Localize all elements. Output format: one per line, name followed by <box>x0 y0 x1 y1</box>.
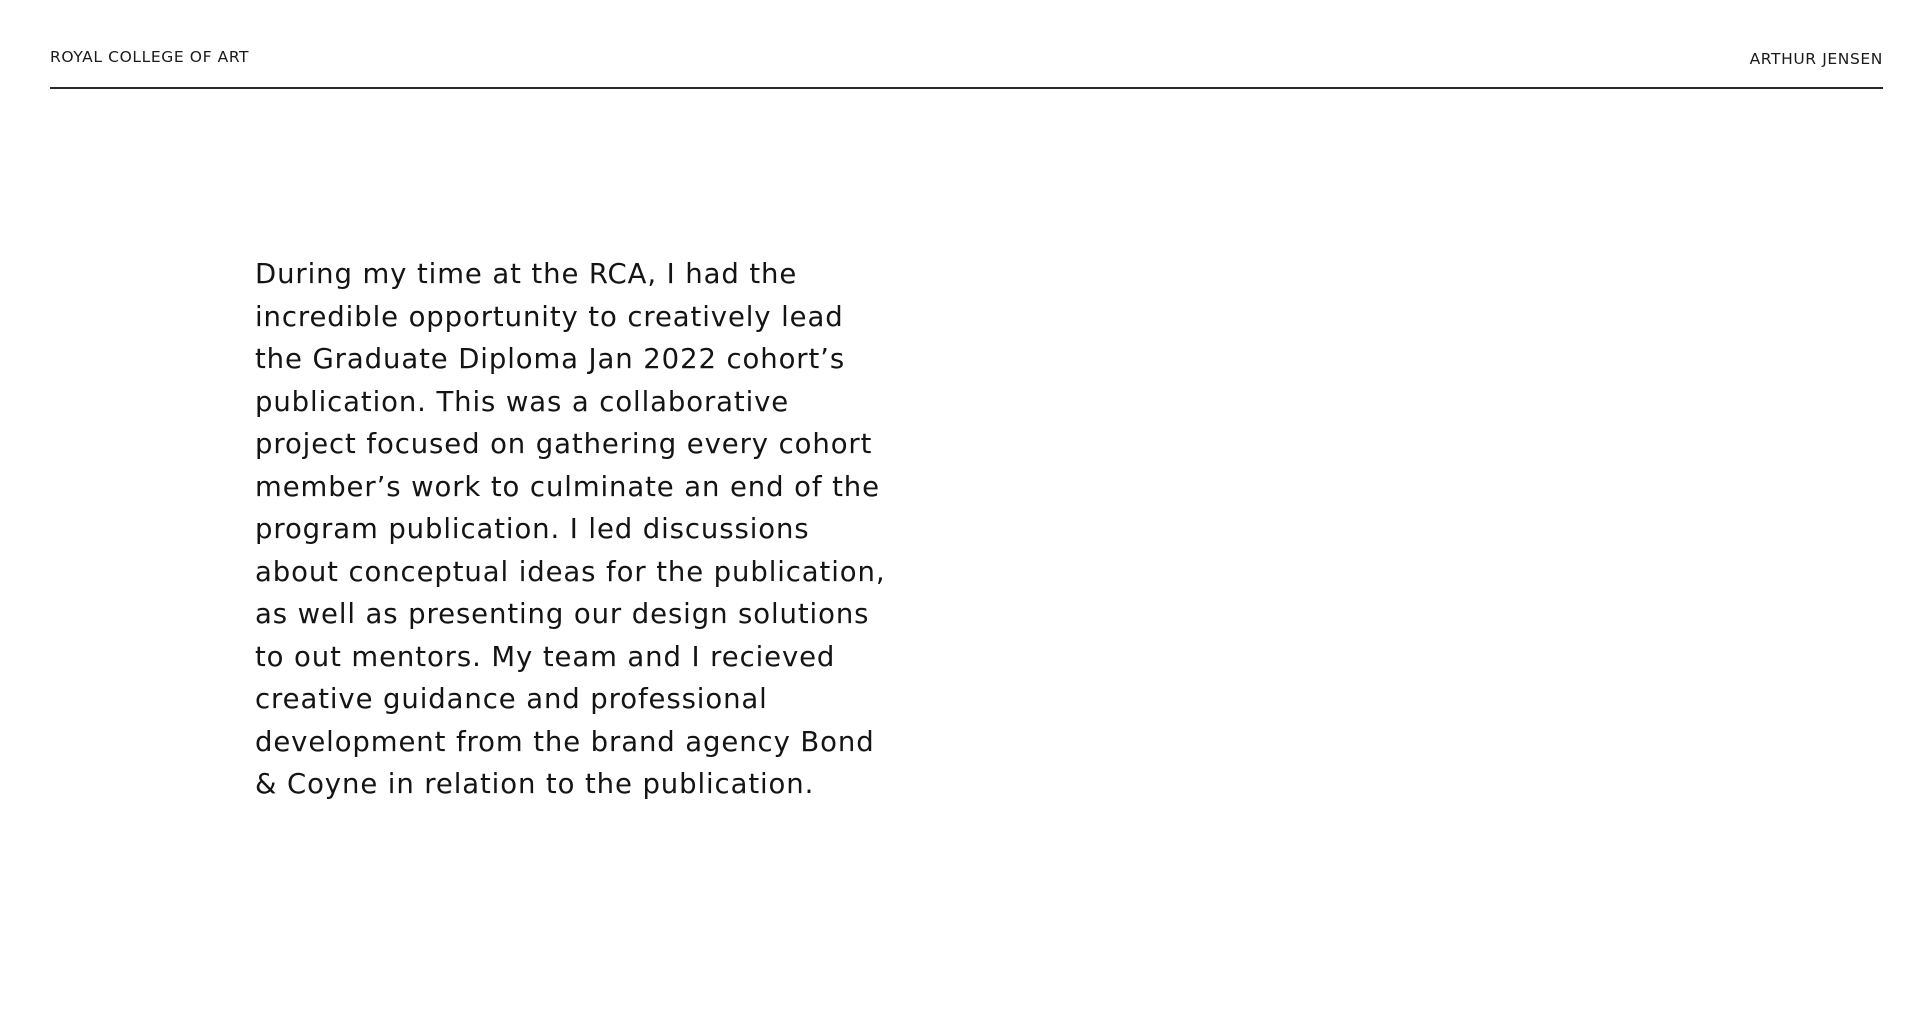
site-header <box>50 0 1883 89</box>
main-content <box>255 253 895 806</box>
author-link[interactable]: ARTHUR JENSEN <box>1749 50 1883 68</box>
project-description: During my time at the RCA, I had the incredible opportunity to creatively lead the Graduate Diploma Jan 2022 cohort’s publication. This was a collaborative project focused on gathering every cohort member’s work to culminate an end of the program publication. I led discussions about conceptual ideas for the publication, as well as presenting our design solutions to out mentors. My team and I recieved creative guidance and professional development from the brand agency Bond & Coyne in relation to the publication. <box>255 258 886 800</box>
brand-link[interactable]: ROYAL COLLEGE OF ART <box>50 48 250 66</box>
